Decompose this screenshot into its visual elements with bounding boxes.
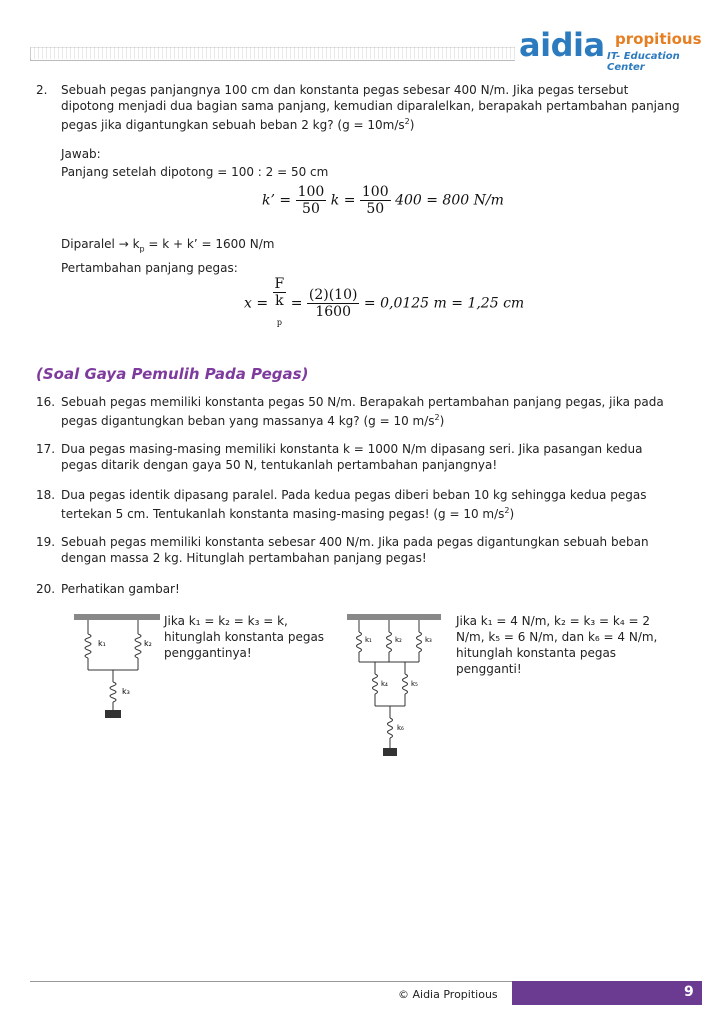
text-span: )	[409, 118, 415, 132]
fraction	[273, 276, 287, 331]
question-number: 19.	[36, 535, 56, 549]
spring-label: k₂	[144, 639, 152, 648]
denominator: 50	[366, 201, 385, 217]
text-span: tertekan 5 cm. Tentukanlah konstanta masing-masing pegas! (g = 10 m/s	[61, 507, 505, 521]
math-text: 400 = 800 N/m	[395, 192, 504, 209]
math-text: = 0,0125 m = 1,25 cm	[363, 295, 525, 312]
text-span: )	[509, 507, 515, 521]
question-text	[61, 534, 694, 566]
fraction	[360, 184, 391, 217]
spring-label: k₁	[98, 639, 106, 648]
text-span: )	[439, 414, 445, 428]
spring-label: k₂	[395, 636, 402, 644]
logo-tagline: IT- Education Center	[607, 51, 680, 73]
text-line: Sebuah pegas memiliki konstanta sebesar 400 N/m. Jika pada pegas digantungkan sebuah beban	[61, 535, 649, 549]
extension-label: Pertambahan panjang pegas:	[61, 261, 238, 275]
math-text: k	[275, 293, 284, 309]
question-number: 20.	[36, 582, 56, 596]
parallel-line	[61, 236, 274, 257]
superscript: 2	[404, 117, 410, 126]
text-line: Jika k₁ = k₂ = k₃ = k,	[164, 614, 288, 628]
denominator: 1600	[315, 303, 351, 320]
numerator: (2)(10)	[308, 286, 358, 303]
superscript: 2	[434, 413, 440, 422]
text-line: Sebuah pegas panjangnya 100 cm dan konstanta pegas sebesar 400 N/m. Jika pegas tersebut	[61, 83, 629, 97]
numerator: 100	[297, 184, 325, 200]
math-text: =	[290, 295, 303, 312]
text-line: Dua pegas masing-masing memiliki konstanta k = 1000 N/m dipasang seri. Jika pasangan kedua	[61, 442, 643, 456]
text-line: dengan massa 2 kg. Hitunglah pertambahan panjang pegas!	[61, 551, 427, 565]
text-line: Jika k₁ = 4 N/m, k₂ = k₃ = k₄ = 2	[456, 614, 650, 628]
numerator: 100	[361, 184, 389, 200]
question-number: 18.	[36, 488, 56, 502]
footer-copyright: © Aidia Propitious	[398, 988, 498, 1001]
denominator	[273, 293, 287, 331]
answer-label: Jawab:	[61, 147, 101, 161]
spring-label: k₄	[381, 680, 388, 688]
fraction	[296, 184, 327, 217]
question-number: 17.	[36, 442, 56, 456]
text-line	[61, 114, 694, 133]
text-line: pengganti!	[456, 662, 522, 676]
spring-label: k₁	[365, 636, 372, 644]
text-line: N/m, k₅ = 6 N/m, dan k₆ = 4 N/m,	[456, 630, 658, 644]
text-line	[61, 410, 694, 429]
spring-figure-2	[345, 612, 445, 762]
spring-label: k₅	[411, 680, 418, 688]
spring-label: k₃	[122, 687, 130, 696]
text-span: = k + k’ = 1600 N/m	[144, 237, 275, 251]
spring-label: k₃	[425, 636, 432, 644]
figure-1-caption	[164, 613, 324, 661]
page-number: 9	[684, 984, 694, 1000]
text-span: pegas digantungkan beban yang massanya 4 kg? (g = 10 m/s	[61, 414, 435, 428]
text-line: Dua pegas identik dipasang paralel. Pada kedua pegas diberi beban 10 kg sehingga kedua pegas	[61, 488, 647, 502]
text-line: hitunglah konstanta pegas	[164, 630, 325, 644]
logo-main: aidia	[519, 26, 605, 64]
logo-brand: propitious	[615, 30, 702, 48]
math-text: k’ =	[262, 192, 292, 209]
section-title: (Soal Gaya Pemulih Pada Pegas)	[36, 365, 309, 383]
footer-page-box	[512, 981, 702, 1005]
figure-2-caption	[456, 613, 657, 677]
brand-logo	[515, 22, 705, 73]
question-number: 16.	[36, 395, 56, 409]
equation-x	[244, 276, 524, 331]
question-text	[61, 487, 694, 522]
subscript: p	[276, 317, 282, 327]
question-text	[61, 82, 694, 133]
cut-length: Panjang setelah dipotong = 100 : 2 = 50 cm	[61, 165, 329, 179]
text-span: pegas jika digantungkan sebuah beban 2 kg? (g = 10m/s	[61, 118, 405, 132]
text-line: hitunglah konstanta pegas	[456, 646, 617, 660]
spring-label: k₆	[397, 724, 404, 732]
numerator: F	[274, 276, 285, 292]
denominator: 50	[302, 201, 320, 217]
question-text	[61, 441, 694, 473]
question-number: 2.	[36, 83, 48, 97]
fraction	[307, 287, 360, 320]
subscript: p	[139, 244, 145, 254]
spring-figure-1	[72, 612, 164, 724]
math-text: k =	[330, 192, 356, 209]
math-text: x =	[244, 295, 269, 312]
text-line: penggantinya!	[164, 646, 252, 660]
text-line: Sebuah pegas memiliki konstanta pegas 50 N/m. Berapakah pertambahan panjang pegas, jika pada	[61, 395, 664, 409]
text-line: pegas ditarik dengan gaya 50 N, tentukanlah pertambahan panjangnya!	[61, 458, 498, 472]
equation-k-prime	[262, 184, 504, 217]
text-line: dipotong menjadi dua bagian sama panjang, kemudian diparalelkan, berapakah pertambahan panjang	[61, 99, 680, 113]
question-text	[61, 394, 694, 429]
text-span: Diparalel → k	[61, 237, 140, 251]
superscript: 2	[504, 506, 510, 515]
question-text: Perhatikan gambar!	[61, 582, 180, 596]
text-line	[61, 503, 694, 522]
